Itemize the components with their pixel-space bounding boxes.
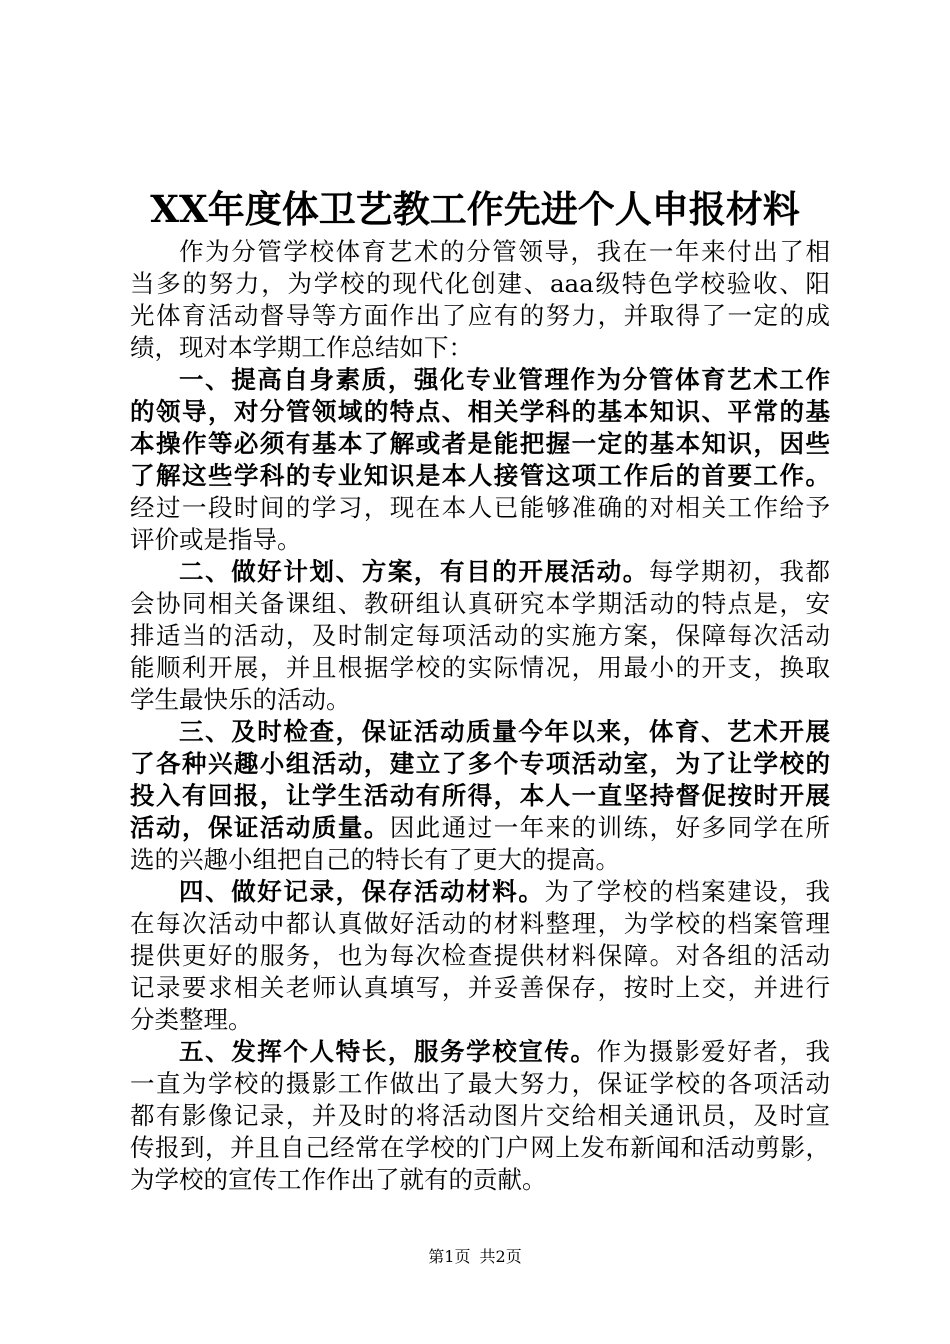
bold-text-run: 一、提高自身素质，强化专业管理作为分管体育艺术工作 [179,365,830,394]
body-line [130,1164,830,1196]
text-run: 都有影像记录，并及时的将活动图片交给相关通讯员，及时宣 [130,1101,830,1130]
body-line [130,556,830,588]
body-line [130,908,830,940]
text-run: 光体育活动督导等方面作出了应有的努力，并取得了一定的成 [130,301,830,330]
text-run: 分类整理。 [130,1005,253,1034]
text-run: 作为分管学校体育艺术的分管领导，我在一年来付出了相 [179,237,830,266]
text-run: 为了学校的档案建设，我 [544,877,831,906]
text-run: 经过一段时间的学习，现在本人已能够准确的对相关工作给予 [130,493,830,522]
bold-text-run: 了解这些学科的专业知识是本人接管这项工作后的首要工作。 [130,461,830,490]
body-line [130,812,830,844]
text-run: 记录要求相关老师认真填写，并妥善保存，按时上交，并进行 [130,973,830,1002]
body-line [130,364,830,396]
text-run: 当多的努力，为学校的现代化创建、aaa级特色学校验收、阳 [130,269,830,298]
body-line [130,748,830,780]
bold-text-run: 投入有回报，让学生活动有所得，本人一直坚持督促按时开展 [130,781,830,810]
body-line [130,876,830,908]
body-line [130,844,830,876]
bold-text-run: 五、发挥个人特长，服务学校宣传。 [179,1037,597,1066]
body-line [130,524,830,556]
text-run: 能顺利开展，并且根据学校的实际情况，用最小的开支，换取 [130,653,830,682]
text-run: 会协同相关备课组、教研组认真研究本学期活动的特点是，安 [130,589,830,618]
body-line [130,396,830,428]
text-run: 为学校的宣传工作作出了就有的贡献。 [130,1165,547,1194]
text-run: 选的兴趣小组把自己的特长有了更大的提高。 [130,845,620,874]
body-line [130,652,830,684]
text-run: 一直为学校的摄影工作做出了最大努力，保证学校的各项活动 [130,1069,830,1098]
body-line [130,940,830,972]
bold-text-run: 四、做好记录，保存活动材料。 [179,877,545,906]
text-run: 作为摄影爱好者，我 [596,1037,831,1066]
text-run: 评价或是指导。 [130,525,302,554]
body-line [130,1004,830,1036]
body-line [130,492,830,524]
document-body [130,236,830,1196]
body-line [130,1068,830,1100]
text-run: 学生最快乐的活动。 [130,685,351,714]
page-number: 第1页 [428,1247,471,1266]
text-run: 传报到，并且自己经常在学校的门户网上发布新闻和活动剪影， [130,1133,830,1162]
body-line [130,1132,830,1164]
body-line [130,300,830,332]
bold-text-run: 本操作等必须有基本了解或者是能把握一定的基本知识，因些 [130,429,830,458]
document-title: XX年度体卫艺教工作先进个人申报材料 [150,187,800,231]
body-line [130,972,830,1004]
page-footer [0,1247,950,1267]
body-line [130,1100,830,1132]
body-line [130,716,830,748]
bold-text-run: 了各种兴趣小组活动，建立了多个专项活动室，为了让学校的 [130,749,830,778]
body-line [130,588,830,620]
body-line [130,1036,830,1068]
text-run: 提供更好的服务，也为每次检查提供材料保障。对各组的活动 [130,941,830,970]
body-line [130,620,830,652]
body-line [130,236,830,268]
body-line [130,684,830,716]
bold-text-run: 二、做好计划、方案，有目的开展活动。 [179,557,649,586]
body-line [130,780,830,812]
page-total: 共2页 [479,1247,522,1266]
bold-text-run: 三、及时检查，保证活动质量今年以来，体育、艺术开展 [179,717,830,746]
body-line [130,428,830,460]
bold-text-run: 活动，保证活动质量。 [130,813,390,842]
text-run: 每学期初，我都 [648,557,830,586]
bold-text-run: 的领导，对分管领域的特点、相关学科的基本知识、平常的基 [130,397,830,426]
body-line [130,460,830,492]
body-line [130,332,830,364]
text-run: 因此通过一年来的训练，好多同学在所 [389,813,831,842]
text-run: 绩，现对本学期工作总结如下： [130,333,473,362]
body-line [130,268,830,300]
text-run: 排适当的活动，及时制定每项活动的实施方案，保障每次活动 [130,621,830,650]
text-run: 在每次活动中都认真做好活动的材料整理，为学校的档案管理 [130,909,830,938]
